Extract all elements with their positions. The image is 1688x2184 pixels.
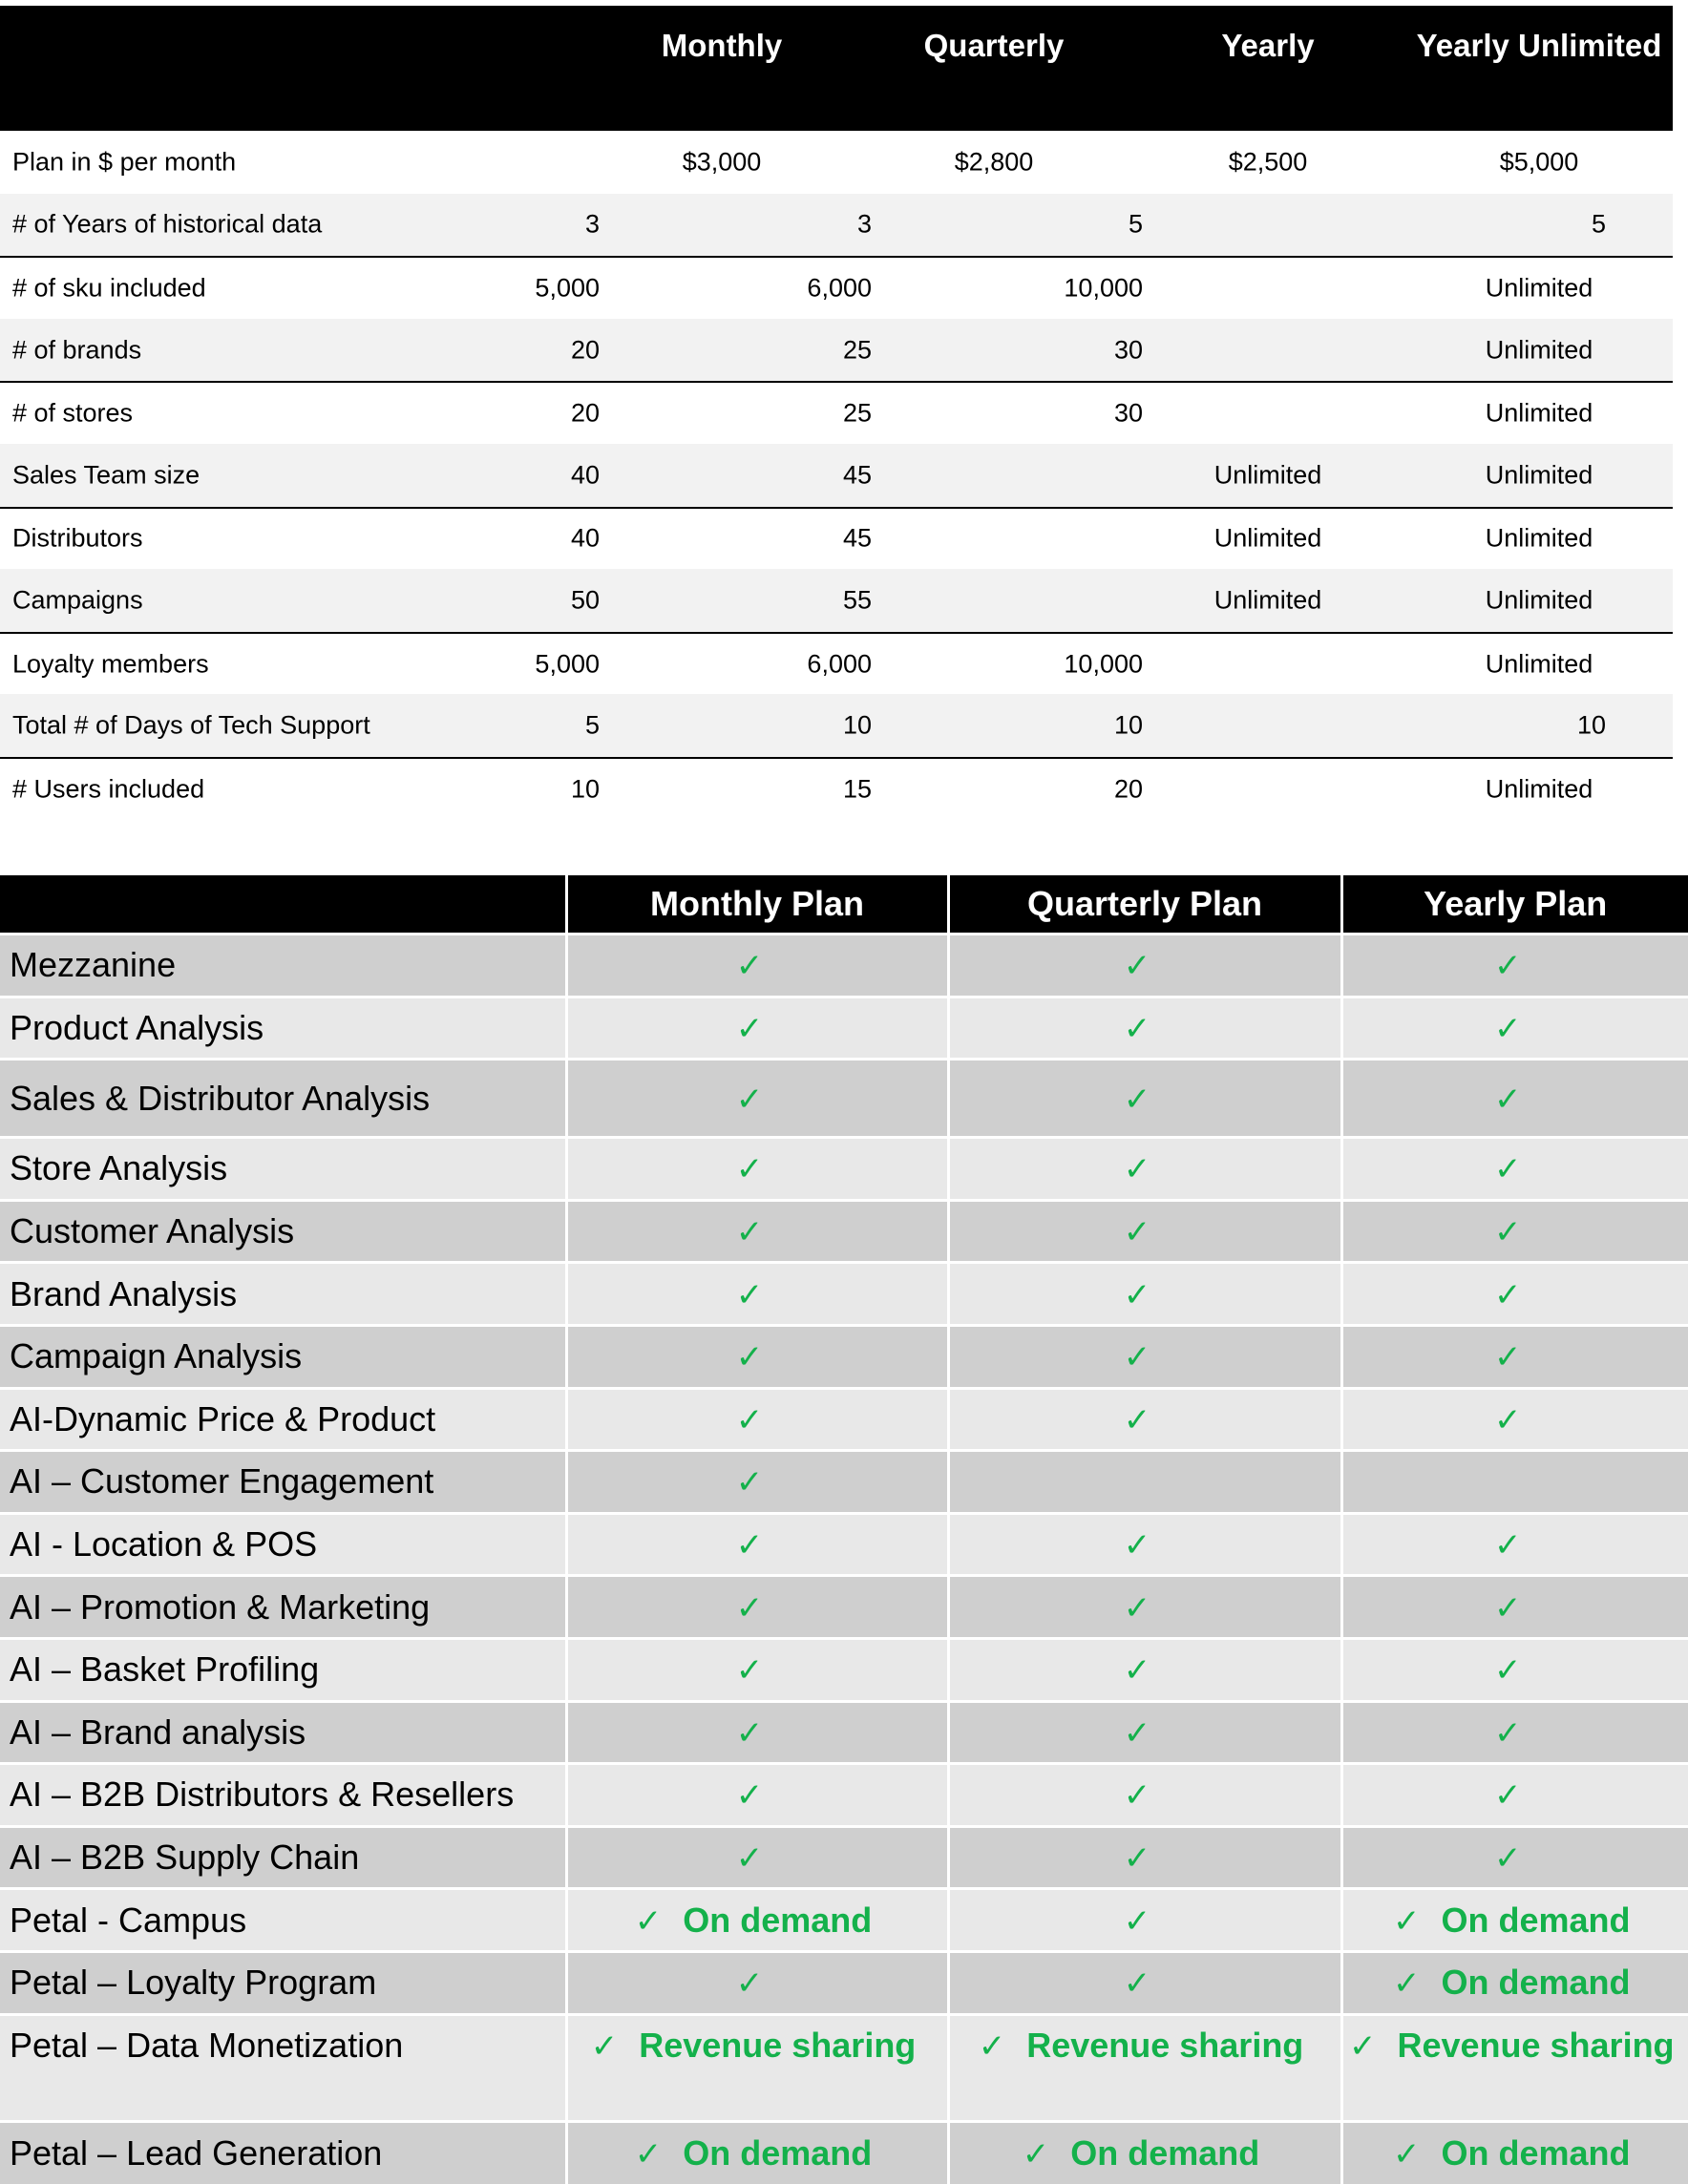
feature-label: Sales & Distributor Analysis: [0, 1060, 566, 1138]
feature-note: On demand: [1441, 1900, 1631, 1940]
pricing-cell: 5: [584, 710, 600, 740]
check-icon: ✓: [1392, 1901, 1421, 1941]
pricing-row: [0, 632, 1673, 695]
pricing-cell: 3: [856, 209, 872, 239]
feature-label: AI – Promotion & Marketing: [0, 1576, 566, 1639]
pricing-cell: Unlimited: [1213, 523, 1322, 553]
pricing-row: [0, 444, 1673, 507]
pricing-row: [0, 256, 1673, 319]
check-icon: ✓: [1494, 1150, 1522, 1189]
feature-cell: [948, 1325, 1341, 1388]
pricing-row: [0, 569, 1673, 632]
feature-note: On demand: [1441, 1963, 1631, 2003]
check-icon: ✓: [1123, 1275, 1151, 1314]
feature-cell: [566, 1263, 948, 1326]
pricing-row: [0, 131, 1673, 194]
feature-cell: [566, 1701, 948, 1764]
feature-cell: [1341, 1263, 1688, 1326]
feature-label: Mezzanine: [0, 934, 566, 998]
pricing-row: [0, 319, 1673, 382]
check-icon: ✓: [735, 1839, 764, 1879]
feature-cell: [566, 1513, 948, 1576]
pricing-row: [0, 507, 1673, 570]
pricing-cell: Unlimited: [1485, 398, 1593, 428]
pricing-cell: Unlimited: [1485, 585, 1593, 615]
feature-cell: [1341, 1826, 1688, 1889]
check-icon: ✓: [1123, 1400, 1151, 1439]
feature-cell: [1341, 1325, 1688, 1388]
pricing-cell: 20: [570, 335, 600, 365]
feature-row: [0, 1138, 1688, 1201]
header-yearly: Yearly: [1221, 28, 1315, 63]
pricing-cell: 50: [570, 585, 600, 615]
feature-cell: [948, 1764, 1341, 1827]
feature-row: [0, 1701, 1688, 1764]
pricing-row-label: Campaigns: [12, 585, 143, 615]
pricing-row: [0, 757, 1673, 820]
check-icon: ✓: [1494, 1588, 1522, 1628]
header-quarterly-plan: Quarterly Plan: [948, 875, 1341, 934]
feature-cell: [948, 1576, 1341, 1639]
pricing-cell: $3,000: [682, 147, 762, 177]
pricing-cell: 10,000: [1064, 649, 1143, 679]
pricing-cell: Unlimited: [1485, 335, 1593, 365]
pricing-cell: 10: [842, 710, 872, 740]
feature-note: Revenue sharing: [639, 2025, 917, 2065]
feature-cell: [948, 1889, 1341, 1952]
feature-cell: [1341, 1889, 1688, 1952]
pricing-cell: Unlimited: [1485, 523, 1593, 553]
check-icon: ✓: [1494, 1275, 1522, 1314]
feature-cell: [1341, 1060, 1688, 1138]
feature-row: [0, 1889, 1688, 1952]
pricing-cell: 25: [842, 335, 872, 365]
feature-label: Petal - Campus: [0, 1889, 566, 1952]
feature-cell: [566, 1388, 948, 1451]
check-icon: ✓: [735, 1588, 764, 1628]
feature-cell: [1341, 997, 1688, 1060]
feature-cell: [1341, 1701, 1688, 1764]
feature-cell: [948, 1138, 1341, 1201]
check-icon: ✓: [735, 1275, 764, 1314]
check-icon: ✓: [1494, 1400, 1522, 1439]
check-icon: ✓: [735, 1213, 764, 1252]
pricing-cell: 40: [570, 460, 600, 490]
feature-row: [0, 1638, 1688, 1701]
feature-label: Campaign Analysis: [0, 1325, 566, 1388]
check-icon: ✓: [1392, 1964, 1421, 2004]
feature-cell: [1341, 1513, 1688, 1576]
pricing-cell: $2,800: [954, 147, 1034, 177]
feature-cell: [1341, 1451, 1688, 1514]
pricing-row: [0, 694, 1673, 757]
feature-label: Petal – Data Monetization: [0, 2014, 566, 2121]
check-icon: ✓: [1494, 1009, 1522, 1048]
check-icon: ✓: [1022, 2134, 1050, 2174]
feature-row: [0, 997, 1688, 1060]
feature-rows: [0, 934, 1688, 2184]
pricing-cell: 45: [842, 523, 872, 553]
feature-cell: [948, 2121, 1341, 2184]
pricing-row-label: # of stores: [12, 398, 134, 428]
feature-cell: [1341, 1576, 1688, 1639]
feature-cell: [566, 1451, 948, 1514]
pricing-cell: $2,500: [1228, 147, 1308, 177]
pricing-cell: Unlimited: [1213, 460, 1322, 490]
header-quarterly: Quarterly: [923, 28, 1065, 63]
check-icon: ✓: [1123, 1213, 1151, 1252]
pricing-cell: 30: [1113, 398, 1143, 428]
check-icon: ✓: [1123, 1964, 1151, 2004]
pricing-row-label: # Users included: [12, 774, 205, 804]
pricing-cell: Unlimited: [1485, 649, 1593, 679]
check-icon: ✓: [1123, 1713, 1151, 1753]
pricing-cell: Unlimited: [1485, 460, 1593, 490]
feature-row: [0, 2014, 1688, 2121]
check-icon: ✓: [1123, 1651, 1151, 1690]
feature-label: AI-Dynamic Price & Product: [0, 1388, 566, 1451]
pricing-cell: 5,000: [535, 273, 600, 303]
check-icon: ✓: [735, 1776, 764, 1816]
check-icon: ✓: [735, 1713, 764, 1753]
check-icon: ✓: [1123, 1338, 1151, 1377]
check-icon: ✓: [634, 2134, 663, 2174]
feature-row: [0, 1200, 1688, 1263]
pricing-cell: 20: [570, 398, 600, 428]
feature-cell: [948, 1826, 1341, 1889]
check-icon: ✓: [1494, 1713, 1522, 1753]
feature-cell: [1341, 1200, 1688, 1263]
feature-cell: [566, 1889, 948, 1952]
feature-header-row: [0, 875, 1688, 934]
feature-cell: [566, 1060, 948, 1138]
pricing-cell: 5: [1591, 209, 1606, 239]
feature-cell: [566, 1200, 948, 1263]
check-icon: ✓: [1392, 2134, 1421, 2174]
header-monthly: Monthly: [661, 28, 783, 63]
pricing-header: [0, 6, 1673, 131]
feature-row: [0, 1513, 1688, 1576]
feature-header-blank: [0, 875, 566, 934]
feature-label: AI – Customer Engagement: [0, 1451, 566, 1514]
pricing-cell: 5,000: [535, 649, 600, 679]
feature-note: On demand: [1070, 2132, 1260, 2173]
feature-cell: [1341, 2014, 1688, 2121]
check-icon: ✓: [1494, 1338, 1522, 1377]
pricing-cell: $5,000: [1499, 147, 1579, 177]
check-icon: ✓: [735, 1400, 764, 1439]
feature-label: Customer Analysis: [0, 1200, 566, 1263]
check-icon: ✓: [1494, 1776, 1522, 1816]
feature-note: On demand: [683, 1900, 873, 1940]
feature-cell: [948, 1638, 1341, 1701]
pricing-row: [0, 381, 1673, 444]
feature-cell: [566, 1576, 948, 1639]
pricing-cell: 25: [842, 398, 872, 428]
pricing-row-label: Sales Team size: [12, 460, 200, 490]
pricing-row-label: # of Years of historical data: [12, 209, 323, 239]
header-yearly-plan: Yearly Plan: [1341, 875, 1688, 934]
feature-cell: [1341, 2121, 1688, 2184]
pricing-table: [0, 6, 1673, 804]
feature-cell: [566, 934, 948, 998]
feature-cell: [1341, 934, 1688, 998]
feature-cell: [948, 1060, 1341, 1138]
feature-cell: [948, 1451, 1341, 1514]
feature-note: Revenue sharing: [1026, 2025, 1304, 2065]
feature-note: Revenue sharing: [1397, 2025, 1675, 2065]
feature-note: On demand: [683, 2132, 873, 2173]
pricing-cell: Unlimited: [1485, 774, 1593, 804]
check-icon: ✓: [1494, 1651, 1522, 1690]
pricing-row-label: Total # of Days of Tech Support: [12, 710, 370, 740]
feature-cell: [566, 1951, 948, 2014]
feature-label: Petal – Loyalty Program: [0, 1951, 566, 2014]
check-icon: ✓: [1494, 947, 1522, 986]
pricing-row-label: # of sku included: [12, 273, 206, 303]
check-icon: ✓: [1494, 1213, 1522, 1252]
feature-row: [0, 1388, 1688, 1451]
feature-cell: [948, 1951, 1341, 2014]
pricing-cell: 10,000: [1064, 273, 1143, 303]
feature-label: Store Analysis: [0, 1138, 566, 1201]
check-icon: ✓: [1348, 2026, 1377, 2066]
check-icon: ✓: [1123, 1839, 1151, 1879]
pricing-cell: 15: [842, 774, 872, 804]
pricing-cell: 20: [1113, 774, 1143, 804]
check-icon: ✓: [1123, 1080, 1151, 1119]
check-icon: ✓: [1123, 1588, 1151, 1628]
feature-cell: [948, 1388, 1341, 1451]
feature-cell: [1341, 1138, 1688, 1201]
feature-row: [0, 1576, 1688, 1639]
check-icon: ✓: [735, 1150, 764, 1189]
feature-row: [0, 1263, 1688, 1326]
feature-cell: [948, 1263, 1341, 1326]
feature-label: AI – B2B Supply Chain: [0, 1826, 566, 1889]
feature-label: Petal – Lead Generation: [0, 2121, 566, 2184]
pricing-cell: 55: [842, 585, 872, 615]
feature-cell: [1341, 1951, 1688, 2014]
check-icon: ✓: [1123, 1526, 1151, 1565]
feature-row: [0, 1951, 1688, 2014]
feature-table: [0, 875, 1688, 2184]
check-icon: ✓: [1494, 1526, 1522, 1565]
feature-label: AI – Basket Profiling: [0, 1638, 566, 1701]
check-icon: ✓: [735, 1463, 764, 1502]
check-icon: ✓: [735, 1964, 764, 2004]
feature-cell: [566, 997, 948, 1060]
pricing-row-label: # of brands: [12, 335, 142, 365]
pricing-cell: 6,000: [807, 273, 872, 303]
check-icon: ✓: [1123, 1009, 1151, 1048]
pricing-cell: 10: [1113, 710, 1143, 740]
feature-label: AI - Location & POS: [0, 1513, 566, 1576]
check-icon: ✓: [590, 2026, 619, 2066]
check-icon: ✓: [978, 2026, 1006, 2066]
feature-cell: [566, 1138, 948, 1201]
feature-row: [0, 1451, 1688, 1514]
feature-row: [0, 2121, 1688, 2184]
feature-row: [0, 934, 1688, 998]
feature-label: AI – Brand analysis: [0, 1701, 566, 1764]
pricing-cell: 6,000: [807, 649, 872, 679]
pricing-cell: 45: [842, 460, 872, 490]
check-icon: ✓: [735, 1651, 764, 1690]
feature-note: On demand: [1441, 2132, 1631, 2173]
pricing-cell: 40: [570, 523, 600, 553]
pricing-row-label: Plan in $ per month: [12, 147, 237, 177]
check-icon: ✓: [1123, 1901, 1151, 1941]
feature-label: Product Analysis: [0, 997, 566, 1060]
pricing-cell: Unlimited: [1213, 585, 1322, 615]
check-icon: ✓: [1494, 1080, 1522, 1119]
feature-row: [0, 1826, 1688, 1889]
feature-label: Brand Analysis: [0, 1263, 566, 1326]
feature-cell: [566, 1826, 948, 1889]
pricing-row-label: Loyalty members: [12, 649, 209, 679]
pricing-cell: 3: [584, 209, 600, 239]
feature-cell: [566, 2014, 948, 2121]
check-icon: ✓: [735, 1526, 764, 1565]
check-icon: ✓: [735, 1080, 764, 1119]
feature-cell: [1341, 1388, 1688, 1451]
pricing-row-label: Distributors: [12, 523, 143, 553]
feature-row: [0, 1764, 1688, 1827]
pricing-row: [0, 194, 1673, 257]
pricing-cell: 30: [1113, 335, 1143, 365]
check-icon: ✓: [735, 1338, 764, 1377]
feature-cell: [948, 1513, 1341, 1576]
feature-row: [0, 1060, 1688, 1138]
pricing-cell: 5: [1128, 209, 1143, 239]
check-icon: ✓: [1123, 947, 1151, 986]
header-yearly-unlimited: Yearly Unlimited: [1416, 28, 1662, 63]
feature-cell: [948, 934, 1341, 998]
feature-cell: [1341, 1764, 1688, 1827]
check-icon: ✓: [735, 947, 764, 986]
feature-cell: [948, 2014, 1341, 2121]
pricing-cell: 10: [1576, 710, 1606, 740]
feature-cell: [948, 1701, 1341, 1764]
feature-cell: [566, 2121, 948, 2184]
feature-cell: [566, 1325, 948, 1388]
feature-cell: [948, 997, 1341, 1060]
feature-cell: [948, 1200, 1341, 1263]
pricing-cell: Unlimited: [1485, 273, 1593, 303]
check-icon: ✓: [634, 1901, 663, 1941]
feature-row: [0, 1325, 1688, 1388]
check-icon: ✓: [1123, 1150, 1151, 1189]
feature-cell: [566, 1764, 948, 1827]
check-icon: ✓: [1123, 1776, 1151, 1816]
check-icon: ✓: [1494, 1839, 1522, 1879]
pricing-cell: 10: [570, 774, 600, 804]
check-icon: ✓: [735, 1009, 764, 1048]
feature-label: AI – B2B Distributors & Resellers: [0, 1764, 566, 1827]
feature-cell: [1341, 1638, 1688, 1701]
header-monthly-plan: Monthly Plan: [566, 875, 948, 934]
feature-cell: [566, 1638, 948, 1701]
